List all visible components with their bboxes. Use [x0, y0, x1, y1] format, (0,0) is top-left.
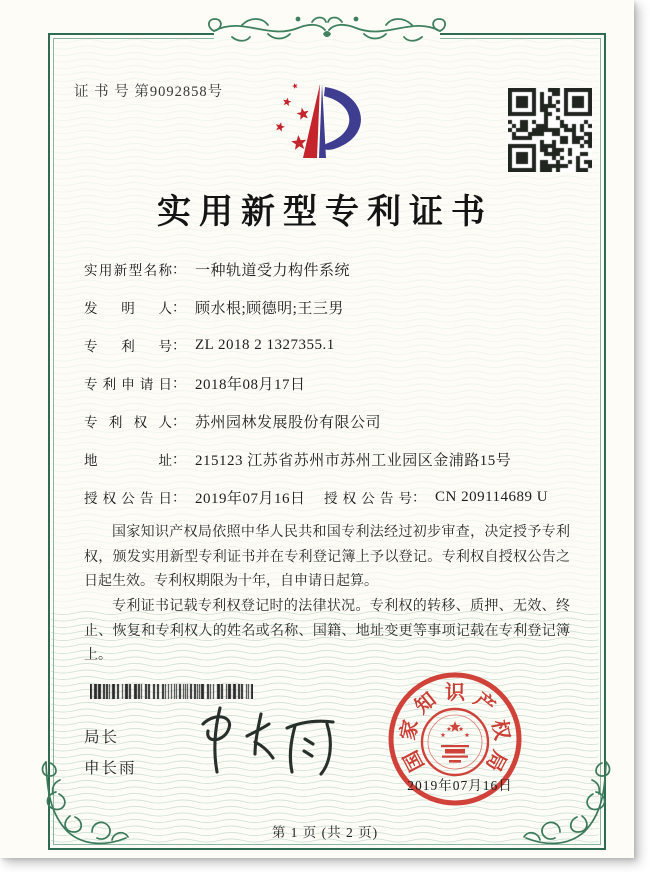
field-row-patentee: [84, 402, 548, 440]
svg-text:权: 权: [487, 717, 513, 742]
director-signature: [175, 698, 355, 793]
field-colon: ：: [412, 491, 426, 506]
field-row-filing-date: [84, 364, 548, 402]
legal-paragraph-2: 专利证书记载专利权登记时的法律状况。专利权的转移、质押、无效、终止、恢复和专利权人的姓名或名称、国籍、地址变更等事项记载在专利登记簿上。: [84, 598, 570, 664]
legal-text: [84, 521, 570, 669]
field-label: 地址: [84, 453, 172, 468]
field-colon: ：: [172, 453, 186, 468]
field-colon: ：: [172, 301, 186, 316]
field-label: 发明人: [84, 301, 172, 316]
grant-no-pair: [324, 487, 548, 507]
director-title: 局长: [84, 729, 120, 746]
cnipa-logo: [262, 74, 392, 170]
barcode: [90, 684, 253, 699]
svg-text:家: 家: [397, 717, 423, 742]
fields-list: [84, 250, 548, 516]
official-seal: [372, 656, 538, 822]
qr-code: [508, 88, 592, 172]
field-value: 苏州园林发展股份有限公司: [195, 414, 382, 431]
svg-text:局: 局: [481, 746, 511, 775]
field-label: 实用新型名称: [84, 263, 172, 278]
svg-text:产: 产: [469, 688, 499, 719]
svg-text:国: 国: [399, 746, 429, 775]
field-value: ZL 2018 2 1327355.1: [195, 336, 335, 353]
legal-paragraph-1: 国家知识产权局依照中华人民共和国专利法经过初步审查，决定授予专利权，颁发实用新型专利证书并在专利登记簿上予以登记。专利权自授权公告之日起生效。专利权期限为十年，自申请日起算。: [84, 525, 570, 590]
field-value: 一种轨道受力构件系统: [195, 262, 351, 279]
field-colon: ：: [172, 491, 186, 506]
field-row-inventor: [84, 288, 548, 326]
seal-date: 2019年07月16日: [407, 778, 513, 793]
field-label: 授权公告日: [84, 491, 172, 506]
field-value: 2019年07月16日: [195, 490, 306, 507]
field-label: 专利权人: [84, 415, 172, 430]
field-value: 2018年08月17日: [195, 376, 306, 393]
field-value: 顾水根;顾德明;王三男: [195, 300, 344, 317]
field-row-name: [84, 250, 548, 288]
certificate-number: 证 书 号 第9092858号: [74, 84, 224, 100]
certificate-title: 实用新型专利证书: [157, 194, 493, 231]
field-row-patent-no: [84, 326, 548, 364]
field-value: 215123 江苏省苏州市苏州工业园区金浦路15号: [195, 452, 512, 469]
signer-block: [84, 722, 137, 784]
field-colon: ：: [172, 263, 186, 278]
field-label: 授权公告号: [324, 491, 412, 506]
page-footer: 第 1 页 (共 2 页): [271, 825, 379, 840]
field-colon: ：: [172, 415, 186, 430]
field-label: 专利申请日: [84, 377, 172, 392]
field-colon: ：: [172, 377, 186, 392]
field-row-address: [84, 440, 548, 478]
director-name: 申长雨: [84, 760, 137, 777]
grant-date-pair: [84, 487, 324, 508]
svg-text:识: 识: [445, 682, 465, 704]
dragon-ornament: [172, 4, 482, 56]
field-label: 专利号: [84, 339, 172, 354]
svg-text:知: 知: [411, 688, 441, 719]
field-colon: ：: [172, 339, 186, 354]
field-row-grant: [84, 478, 548, 516]
field-value: CN 209114689 U: [435, 488, 549, 505]
